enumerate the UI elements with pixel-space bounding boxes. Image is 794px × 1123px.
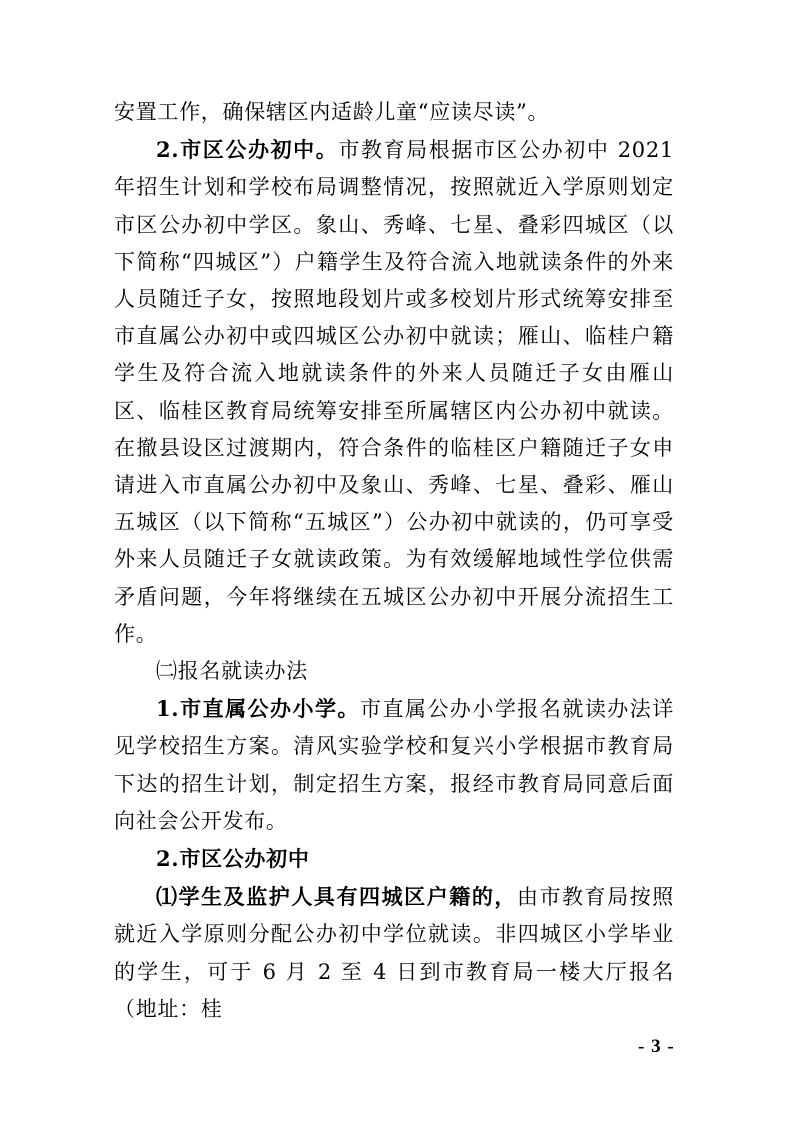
paragraph-4-text: 市直属公办小学报名就读办法详见学校招生方案。清风实验学校和复兴小学根据市教育局下达的招生计划，制定招生方案，报经市教育局同意后面向社会公开发布。 <box>114 697 674 833</box>
section-heading-enrollment-method <box>114 653 674 690</box>
section-heading-text: ㈡报名就读办法 <box>156 659 308 684</box>
page-number: - 3 - <box>638 1036 675 1057</box>
paragraph-2 <box>114 131 674 653</box>
paragraph-5 <box>114 840 674 878</box>
paragraph-6-text: 由市教育局按照就近入学原则分配公办初中学位就读。非四城区小学毕业的学生，可于 6 月 2 至 4 日到市教育局一楼大厅报名（地址：桂 <box>114 885 674 1021</box>
paragraph-5-heading: 2.市区公办初中 <box>156 846 310 872</box>
paragraph-4 <box>114 690 674 840</box>
paragraph-2-heading: 2.市区公办初中。 <box>156 137 339 163</box>
paragraph-6 <box>114 878 674 1028</box>
paragraph-6-heading: ⑴学生及监护人具有四城区户籍的， <box>156 884 517 910</box>
paragraph-4-heading: 1.市直属公办小学。 <box>156 696 360 722</box>
paragraph-1-text: 安置工作，确保辖区内适龄儿童“应读尽读”。 <box>114 100 550 124</box>
paragraph-2-text: 市教育局根据市区公办初中 2021 年招生计划和学校布局调整情况，按照就近入学原则划定市区公办初中学区。象山、秀峰、七星、叠彩四城区（以下简称“四城区”）户籍学生及符合流入地就读条件的外来人员随迁子女，按照地段划片或多校划片形式统筹安排至市直属公办初中或四城区公办初中就读；雁山、临桂户籍学生及符合流入地就读条件的外来人员随迁子女由雁山区、临桂区教育局统筹安排至所属辖区内公办初中就读。在撤县设区过渡期内，符合条件的临桂区户籍随迁子女申请进入市直属公办初中及象山、秀峰、七星、叠彩、雁山五城区（以下简称“五城区”）公办初中就读的，仍可享受外来人员随迁子女就读政策。为有效缓解地域性学位供需矛盾问题，今年将继续在五城区公办初中开展分流招生工作。 <box>114 138 674 646</box>
document-body <box>114 94 674 1028</box>
paragraph-1 <box>114 94 674 131</box>
